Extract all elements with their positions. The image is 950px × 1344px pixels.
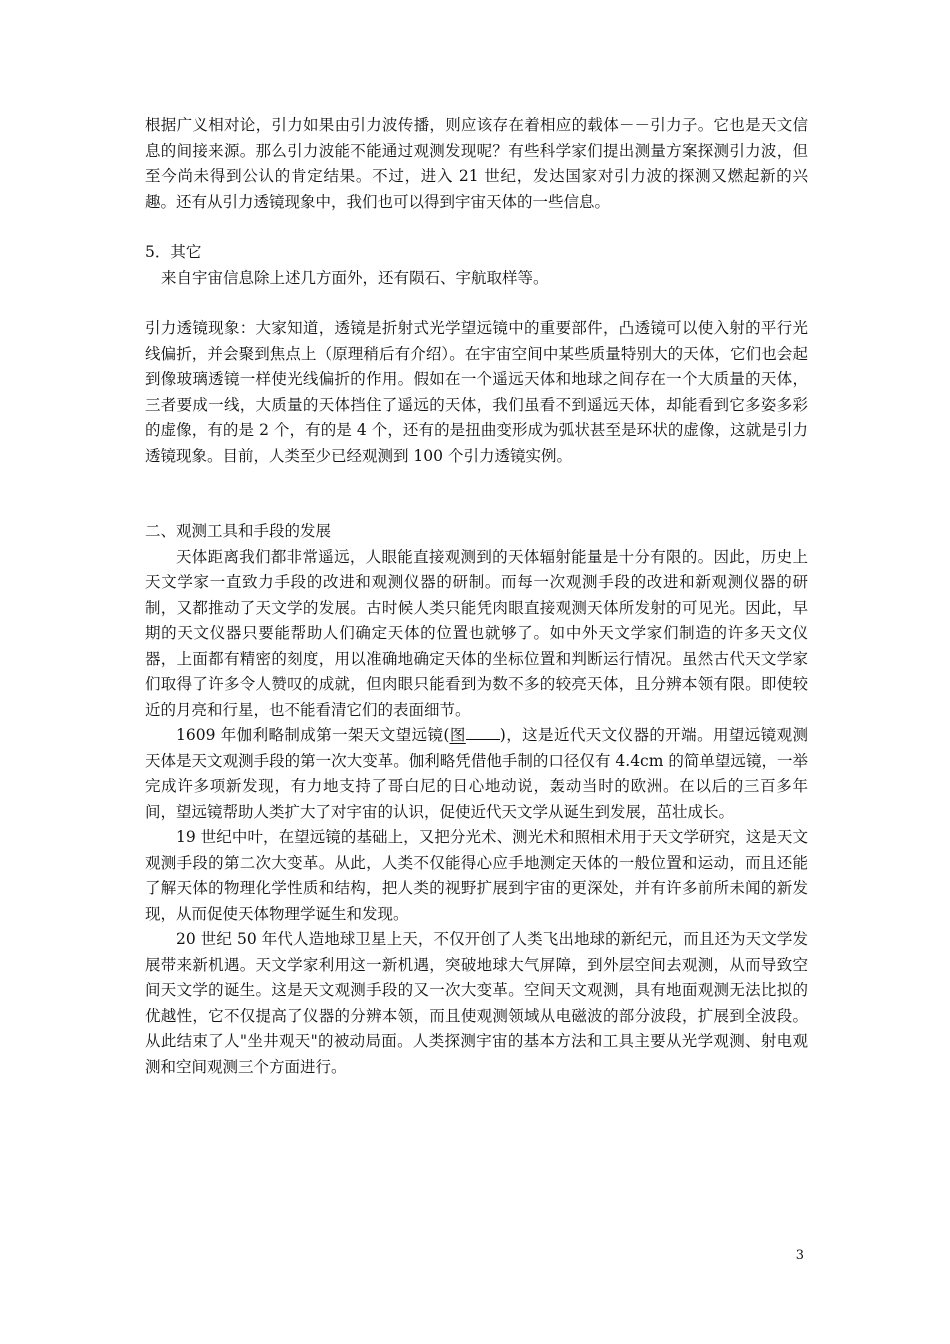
figure-reference-link[interactable]: 图 — [449, 726, 466, 744]
document-body — [145, 113, 808, 1080]
paragraph-early-observation: 天体距离我们都非常遥远，人眼能直接观测到的天体辐射能量是十分有限的。因此，历史上天文学家一直致力手段的改进和观测仪器的研制。而每一次观测手段的改进和新观测仪器的研制，又都推动了天文学的发展。古时候人类只能凭肉眼直接观测天体所发射的可见光。因此，早期的天文仪器只要能帮助人们确定天体的位置也就够了。如中外天文学家们制造的许多天文仪器，上面都有精密的刻度，用以准确地确定天体的坐标位置和判断运行情况。虽然古代天文学家们取得了许多令人赞叹的成就，但肉眼只能看到为数不多的较亮天体，且分辨本领有限。即使较近的月亮和行星，也不能看清它们的表面细节。 — [145, 547, 808, 719]
paragraph-other-sources: 来自宇宙信息除上述几方面外，还有陨石、宇航取样等。 — [161, 268, 549, 287]
paragraph-space-astronomy: 20 世纪 50 年代人造地球卫星上天，不仅开创了人类飞出地球的新纪元，而且还为天文学发展带来新机遇。天文学家利用这一新机遇，突破地球大气屏障，到外层空间去观测，从而导致空间天文学的诞生。这是天文观测手段的又一次大变革。空间天文观测，具有地面观测无法比拟的优越性，它不仅提高了仪器的分辨本领，而且使观测领域从电磁波的部分波段，扩展到全波段。从此结束了人"坐井观天"的被动局面。人类探测宇宙的基本方法和工具主要从光学观测、射电观测和空间观测三个方面进行。 — [145, 930, 808, 1076]
galileo-text-after: )，这是近代天文仪器的开端。用望远镜观测天体是天文观测手段的第一次大变革。伽利略凭借他手制的口径仅有 4.4cm 的简单望远镜，一举完成许多项新发现，有力地支持了哥白尼的日心地动说，轰动当时的欧洲。在以后的三百多年间，望远镜帮助人类扩大了对宇宙的认识，促使近代天文学从诞生到发展，茁壮成长。 — [145, 726, 808, 821]
figure-number-blank — [466, 725, 500, 740]
paragraph-galileo-telescope — [145, 723, 808, 825]
section-heading-others: 5．其它 — [145, 243, 202, 261]
galileo-text-before: 1609 年伽利略制成第一架天文望远镜( — [176, 726, 450, 744]
page-number: 3 — [795, 1248, 804, 1263]
paragraph-gravitational-waves: 根据广义相对论，引力如果由引力波传播，则应该存在着相应的载体－－引力子。它也是天文信息的间接来源。那么引力波能不能通过观测发现呢？有些科学家们提出测量方案探测引力波，但至今尚未得到公认的肯定结果。不过，进入 21 世纪，发达国家对引力波的探测又燃起新的兴趣。还有从引力透镜现象中，我们也可以得到宇宙天体的一些信息。 — [145, 116, 808, 211]
paragraph-gravitational-lensing: 引力透镜现象：大家知道，透镜是折射式光学望远镜中的重要部件，凸透镜可以使入射的平行光线偏折，并会聚到焦点上（原理稍后有介绍）。在宇宙空间中某些质量特别大的天体，它们也会起到像玻璃透镜一样使光线偏折的作用。假如在一个遥远天体和地球之间存在一个大质量的天体，三者要成一线，大质量的天体挡住了遥远的天体，我们虽看不到遥远天体，却能看到它多姿多彩的虚像，有的是 2 个，有的是 4 个，还有的是扭曲变形成为弧状甚至是环状的虚像，这就是引力透镜现象。目前，人类至少已经观测到 100 个引力透镜实例。 — [145, 319, 808, 465]
paragraph-spectroscopy: 19 世纪中叶，在望远镜的基础上，又把分光术、测光术和照相术用于天文学研究，这是天文观测手段的第二次大变革。从此，人类不仅能得心应手地测定天体的一般位置和运动，而且还能了解天体的物理化学性质和结构，把人类的视野扩展到宇宙的更深处，并有许多前所未闻的新发现，从而促使天体物理学诞生和发现。 — [145, 828, 808, 923]
section-heading-observation-tools: 二、观测工具和手段的发展 — [145, 522, 332, 540]
